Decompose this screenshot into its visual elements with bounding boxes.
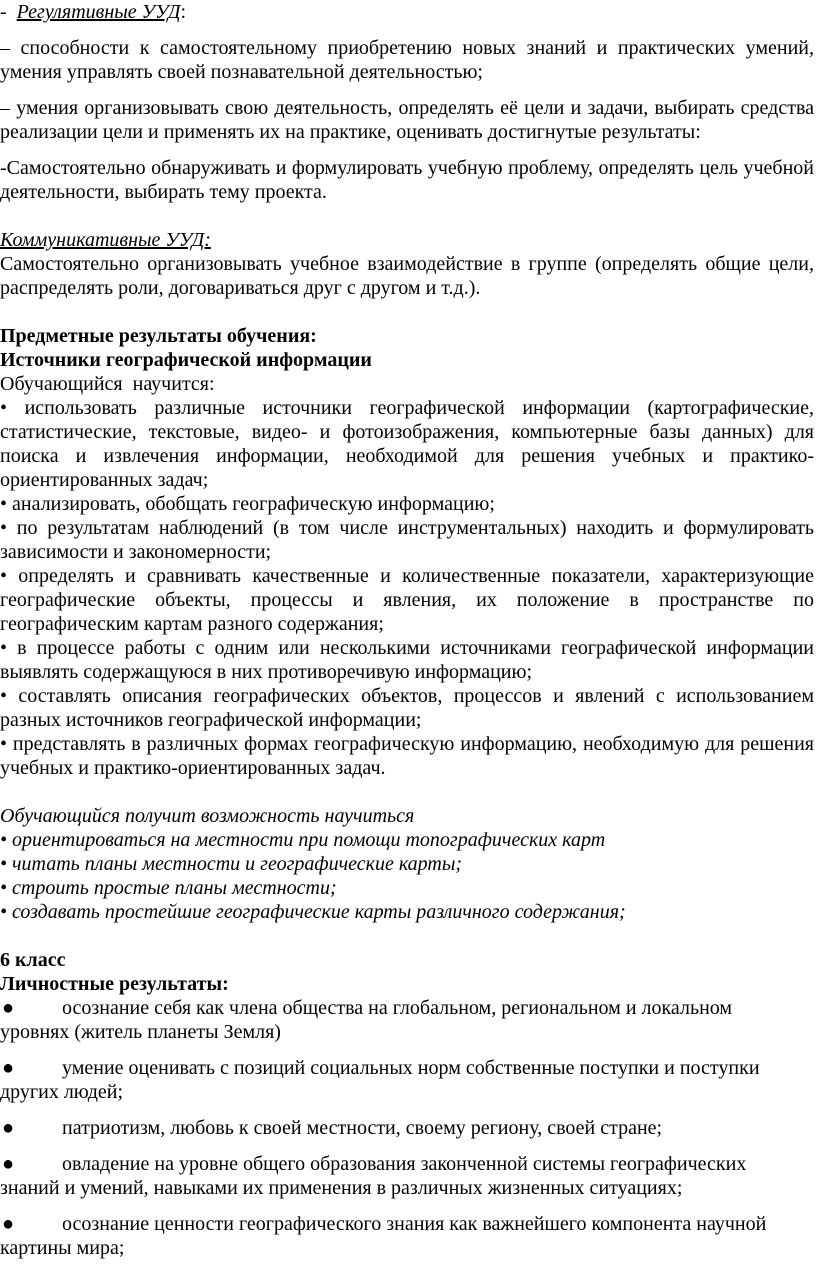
grade-heading: 6 класс [0, 949, 66, 971]
regulatory-item: – способности к самостоятельному приобретению новых знаний и практических умений, умения управлять своей познавательной деятельностью; [0, 37, 814, 83]
bullet-icon: ● [2, 1117, 15, 1139]
heading-colon: : [180, 1, 187, 23]
list-item-text: осознание себя как члена общества на глобальном, региональном и локальном [62, 997, 733, 1019]
subject-item: • использовать различные источники географической информации (картографические, статистические, текстовые, видео- и фотоизображения, компьютерные базы данных) для поиска и извлечения информации, необходимой для решения учебных и практико-ориентированных задач; [0, 397, 814, 491]
list-item-text: осознание ценности географического знания как важнейшего компонента научной [62, 1213, 767, 1235]
list-item [0, 996, 814, 1044]
list-item-continuation: уровнях (житель планеты Земля) [0, 1021, 281, 1043]
communicative-heading: Коммуникативные УУД: [0, 229, 211, 251]
regulatory-heading: Регулятивные УУД [16, 1, 181, 23]
regulatory-item: – умения организовывать свою деятельность, определять её цели и задачи, выбирать средства реализации цели и применять их на практике, оценивать достигнутые результаты: [0, 97, 814, 143]
subject-item: • по результатам наблюдений (в том числе инструментальных) находить и формулировать зависимости и закономерности; [0, 517, 814, 563]
communicative-text: Самостоятельно организовывать учебное взаимодействие в группе (определять общие цели, распределять роли, договариваться друг с другом и т.д.). [0, 253, 814, 299]
list-item [0, 1116, 814, 1140]
subject-item: • в процессе работы с одним или несколькими источниками географической информации выявлять содержащуюся в них противоречивую информацию; [0, 637, 814, 683]
opportunity-item: • читать планы местности и географические карты; [0, 853, 463, 875]
bullet-icon: ● [2, 1153, 15, 1175]
regulatory-item: -Самостоятельно обнаруживать и формулировать учебную проблему, определять цель учебной деятельности, выбирать тему проекта. [0, 157, 814, 203]
opportunity-item: • создавать простейшие географические карты различного содержания; [0, 901, 626, 923]
subject-item: • определять и сравнивать качественные и количественные показатели, характеризующие географические объекты, процессы и явления, их положение в пространстве по географическим картам разного содержания; [0, 565, 814, 635]
info-sources-heading: Источники географической информации [0, 349, 372, 371]
subject-item: • составлять описания географических объектов, процессов и явлений с использованием разных источников географической информации; [0, 685, 814, 731]
learner-will-learn: Обучающийся научится: [0, 373, 215, 395]
heading-dash: - [0, 1, 7, 23]
opportunity-item: • строить простые планы местности; [0, 877, 337, 899]
list-item-continuation: знаний и умений, навыками их применения в различных жизненных ситуациях; [0, 1177, 683, 1199]
subject-item: • представлять в различных формах географическую информацию, необходимую для решения учебных и практико-ориентированных задач. [0, 733, 814, 779]
list-item-continuation: других людей; [0, 1081, 124, 1103]
subject-results-heading: Предметные результаты обучения: [0, 325, 317, 347]
list-item [0, 1152, 814, 1200]
bullet-icon: ● [2, 997, 15, 1019]
list-item-text: патриотизм, любовь к своей местности, своему региону, своей стране; [62, 1117, 663, 1139]
bullet-icon: ● [2, 1057, 15, 1079]
list-item-text: умение оценивать с позиций социальных норм собственные поступки и поступки [62, 1057, 760, 1079]
list-item-text: овладение на уровне общего образования законченной системы географических [62, 1153, 747, 1175]
subject-item: • анализировать, обобщать географическую информацию; [0, 493, 495, 515]
bullet-icon: ● [2, 1213, 15, 1235]
list-item [0, 1212, 814, 1260]
list-item [0, 1056, 814, 1104]
opportunity-item: • ориентироваться на местности при помощи топографических карт [0, 829, 606, 851]
regulatory-heading-line [0, 0, 814, 24]
personal-results-heading: Личностные результаты: [0, 973, 229, 995]
list-item-continuation: картины мира; [0, 1237, 125, 1259]
opportunity-heading: Обучающийся получит возможность научиться [0, 805, 415, 827]
personal-results-list [0, 996, 814, 1260]
